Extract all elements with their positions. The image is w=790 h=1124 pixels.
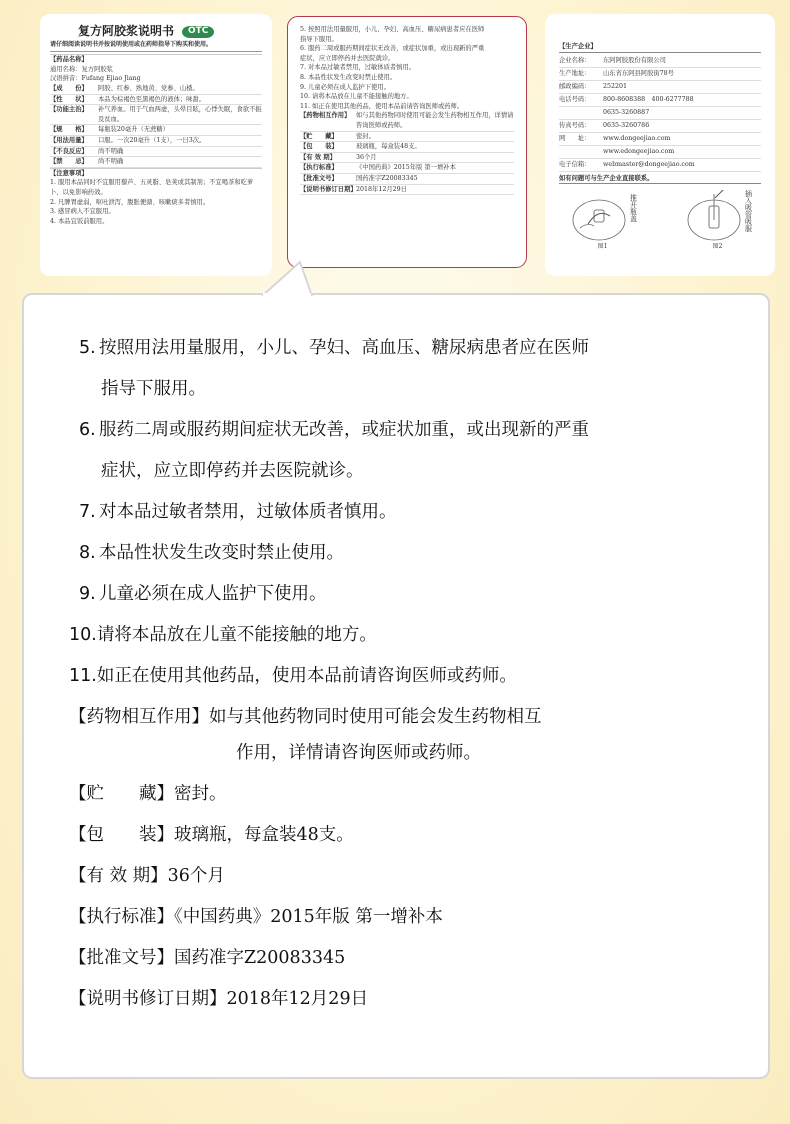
leaflet-warning: 请仔细阅读说明书并按说明使用或在药师指导下购买和使用。 [50,40,262,53]
leaflet-middle-line: 11. 如正在使用其他药品，使用本品前请咨询医师或药师。 [300,102,464,110]
row-key: 企业名称： [559,56,591,64]
interaction-line1: 如与其他药物同时使用可能会发生药物相互 [209,707,542,727]
precaution-number: 11. [69,666,97,686]
precaution-number: 7. [79,502,96,522]
row-key: 邮政编码： [559,82,591,90]
precaution-number: 10. [69,625,97,645]
row-value: www.edongeejiao.com [603,147,675,155]
standard-value: 《中国药典》2015年版 第一增补本 [174,907,443,927]
leaflet-middle-line: 症状，应立即停药并去医院就诊。 [300,54,395,62]
leaflet-title: 复方阿胶浆说明书 [78,24,175,38]
zoomed-text-card [22,293,770,1079]
manufacturer-rows [545,55,775,172]
row-key: 【包 装】 [300,143,338,151]
storage-value: 密封。 [174,784,227,804]
manufacturer-header: 【生产企业】 [559,42,761,53]
validity-label: 【有 效 期】 [69,866,168,886]
revision-value: 2018年12月29日 [226,989,369,1009]
precaution-first-line [79,417,589,443]
row-value: 尚不明确 [98,158,124,166]
manufacturer-row [559,94,761,107]
leaflet-middle-line: 5. 按照用法用量服用，小儿、孕妇、高血压、糖尿病患者应在医师 [300,26,485,33]
insert-straw-illustration-icon [683,190,745,242]
interaction-row [69,704,589,730]
row-value: 补气养血。用于气血两虚，头晕目眩，心悸失眠，食欲不振及贫血。 [98,106,262,123]
row-key: 电子信箱： [559,160,591,168]
row-value: 每瓶装20毫升（无蔗糖） [98,126,169,134]
row-key [559,146,603,158]
package-label: 【包 装】 [69,825,174,845]
leaflet-middle-rows [288,111,526,195]
open-cap-illustration-icon [568,190,630,242]
precaution-text: 如正在使用其他药品，使用本品前请咨询医师或药师。 [96,666,517,686]
row-value: 252201 [603,82,628,90]
approval-value: 国药准字Z20083345 [174,948,346,968]
row-value: 36个月 [356,153,377,161]
precaution-first-line [79,581,589,607]
row-key: 【药物相互作用】 [300,112,351,120]
leaflet-left-row [50,105,262,125]
row-value: 如与其他药物同时使用可能会发生药物相互作用，详情请咨询医师或药师。 [356,112,514,129]
precaution-text: 服药二周或服药期间症状无改善，或症状加重，或出现新的严重 [99,420,589,440]
figure-2-text: 插入吸管吸服 [744,190,753,233]
leaflet-left-row [50,147,262,158]
storage-row [69,781,589,807]
approval-label: 【批准文号】 [69,948,174,968]
leaflet-middle-row [300,185,514,196]
leaflet-middle-panel [287,16,527,268]
row-key: 【执行标准】 [300,164,338,172]
leaflet-middle-line: 9. 儿童必须在成人监护下使用。 [300,83,390,91]
pinyin-name: 汉语拼音：Fufang Ejiao Jiang [50,75,141,83]
figure-1-caption: 图1 [597,243,608,251]
precaution-item [79,417,589,484]
package-row [69,822,589,848]
row-key: 生产地址： [559,69,591,77]
row-value: 尚不明确 [98,147,124,155]
precaution-number: 6. [79,420,96,440]
approval-row [69,945,589,971]
row-value: 国药准字Z20083345 [356,174,418,182]
standard-label: 【执行标准】 [69,907,174,927]
leaflet-middle-line: 指导下服用。 [300,35,338,43]
leaflet-middle-line: 8. 本品性状发生改变时禁止使用。 [300,73,397,81]
row-value: 《中国药典》2015年版 第一增补本 [356,164,456,172]
package-value: 玻璃瓶，每盒装48支。 [174,825,354,845]
validity-value: 36个月 [167,866,225,886]
precaution-text: 按照用法用量服用，小儿、孕妇、高血压、糖尿病患者应在医师 [99,338,589,358]
precaution-first-line [69,622,589,648]
precaution-item [79,540,589,566]
leaflet-left-note: 2. 凡脾胃虚弱，呕吐泄泻，腹胀便溏、咳嗽痰多者慎用。 [50,198,210,206]
leaflet-middle-line: 7. 对本品过敏者禁用，过敏体质者慎用。 [300,64,416,72]
leaflet-middle-line: 10. 请将本品放在儿童不能接触的地方。 [300,93,413,101]
row-value: 800-8608388 400-6277788 [603,95,694,103]
row-key: 【规 格】 [50,126,88,134]
leaflet-middle-row [300,174,514,185]
leaflet-left-row [50,125,262,136]
leaflet-middle-row [300,153,514,164]
precaution-number: 8. [79,543,96,563]
row-value: 山东省东阿县阿胶街78号 [603,69,674,77]
leaflet-middle-lines [288,25,526,111]
section-drug-name: 【药品名称】 [50,54,262,65]
leaflet-left-note: 3. 感冒病人不宜服用。 [50,208,115,216]
row-value: webmaster@dongeejiao.com [603,160,695,168]
interaction-line2: 作用，详情请咨询医师或药师。 [236,743,481,763]
precaution-first-line [79,335,589,361]
precaution-list [69,335,589,689]
precaution-text: 对本品过敏者禁用，过敏体质者慎用。 [99,502,397,522]
leaflet-left-row [50,136,262,147]
row-key: 【不良反应】 [50,147,88,155]
row-key: 网 址： [559,134,591,142]
manufacturer-row [559,81,761,94]
row-value: 密封。 [356,132,375,140]
precaution-item [69,622,589,648]
figure-2 [683,190,753,252]
validity-row [69,863,589,889]
row-value: www.dongeejiao.com [603,134,671,142]
leaflet-left-note: 1. 服用本品同时不宜服用藜芦、五灵脂、皂荚或其制剂；不宜喝茶和吃萝卜，以免影响药效。 [50,179,254,196]
leaflet-left-notes [40,178,272,226]
revision-label: 【说明书修订日期】 [69,989,227,1009]
precaution-item [79,335,589,402]
precaution-text: 儿童必须在成人监护下使用。 [99,584,327,604]
row-key: 【成 份】 [50,84,88,92]
row-value: 口服。一次20毫升（1支），一日3次。 [98,136,206,144]
zoomed-content [69,335,589,1027]
leaflet-middle-row [300,142,514,153]
leaflet-left-row [50,95,262,106]
row-key: 【说明书修订日期】 [300,185,357,193]
leaflet-left-rows [40,84,272,168]
leaflet-middle-row [300,132,514,143]
precaution-first-line [79,499,589,525]
manufacturer-row [559,107,761,120]
precaution-continuation: 指导下服用。 [101,379,206,399]
leaflet-middle-row [300,111,514,131]
row-value: 阿胶、红参、熟地黄、党参、山楂。 [98,84,199,92]
row-key [559,107,603,119]
row-key: 【禁 忌】 [50,158,88,166]
precaution-first-line [69,663,589,689]
leaflet-middle-line: 6. 服药二周或服药期间症状无改善，或症状加重，或出现新的严重 [300,45,485,53]
manufacturer-row [559,133,761,146]
row-key: 【有 效 期】 [300,153,336,161]
manufacturer-row [559,120,761,133]
precaution-first-line [79,540,589,566]
storage-label: 【贮 藏】 [69,784,174,804]
leaflet-middle-row [300,163,514,174]
leaflet-left-panel [40,14,272,276]
section-notes: 【注意事项】 [50,168,262,179]
manufacturer-row [559,55,761,68]
figure-1 [568,190,638,252]
interaction-label: 【药物相互作用】 [69,707,209,727]
generic-name: 通用名称：复方阿胶浆 [50,65,113,73]
precaution-continuation: 症状，应立即停药并去医院就诊。 [101,461,364,481]
manufacturer-row [559,159,761,172]
row-value: 玻璃瓶，每盒装48支。 [356,143,421,151]
precaution-item [79,581,589,607]
row-value: 2018年12月29日 [356,185,407,193]
precaution-number: 5. [79,338,96,358]
leaflet-left-row [50,84,262,95]
precaution-text: 请将本品放在儿童不能接触的地方。 [96,625,377,645]
precaution-text: 本品性状发生改变时禁止使用。 [99,543,344,563]
revision-row [69,986,589,1012]
otc-badge: OTC [182,26,214,38]
row-key: 【用法用量】 [50,136,88,144]
row-key: 【批准文号】 [300,174,338,182]
standard-row [69,904,589,930]
row-key: 【功能主治】 [50,106,88,114]
manufacturer-row [559,146,761,159]
manufacturer-row [559,68,761,81]
precaution-number: 9. [79,584,96,604]
usage-figures [545,190,775,252]
precaution-item [69,663,589,689]
figure-2-caption: 图2 [712,243,723,251]
figure-1-text: 推开瓶盖 [629,194,638,223]
row-key: 【性 状】 [50,95,88,103]
leaflet-left-row [50,157,262,168]
precaution-item [79,499,589,525]
row-key: 电话号码： [559,95,591,103]
row-value: 0635-3260887 [603,108,650,116]
leaflet-left-note: 4. 本品宜饭前服用。 [50,217,109,225]
manufacturer-footer: 如有问题可与生产企业直接联系。 [559,174,761,185]
row-key: 传真号码： [559,121,591,129]
row-value: 本品为棕褐色至黑褐色的液体；味甜。 [98,95,206,103]
row-value: 0635-3260786 [603,121,650,129]
row-key: 【贮 藏】 [300,132,338,140]
row-value: 东阿阿胶股份有限公司 [603,56,666,64]
leaflet-right-panel [545,14,775,276]
